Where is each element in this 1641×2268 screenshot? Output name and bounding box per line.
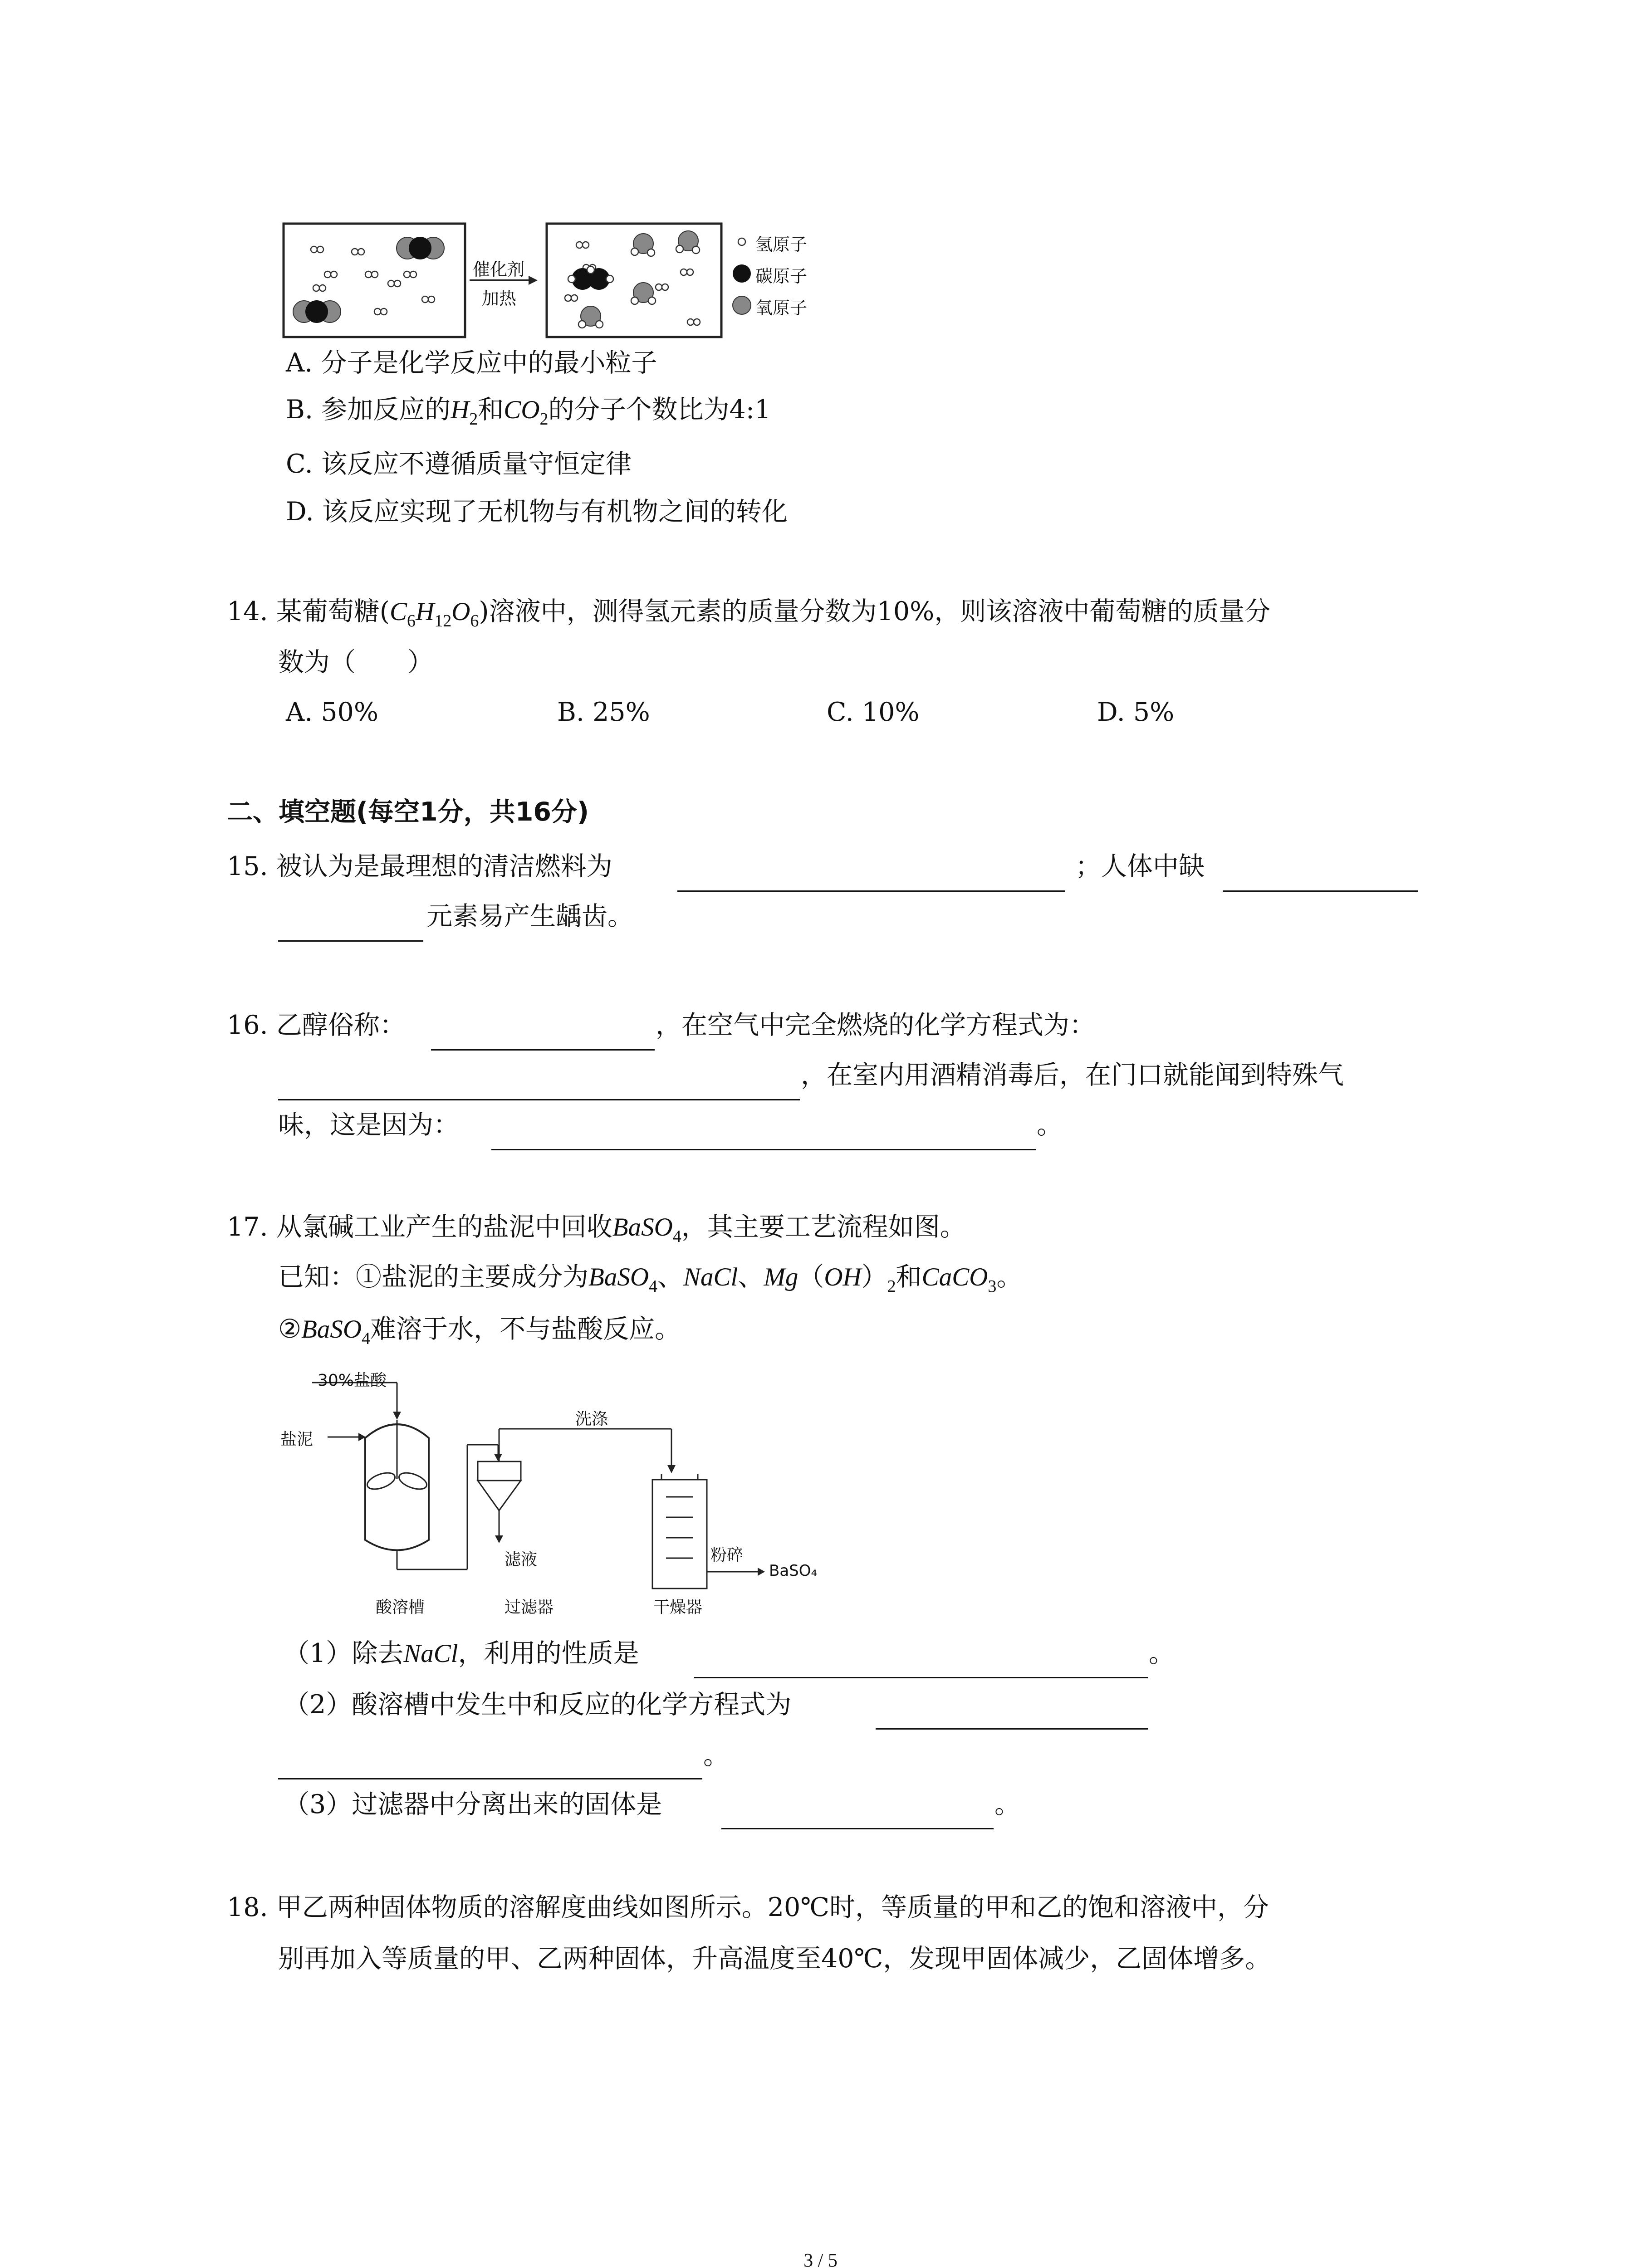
q13-option-a: A. 分子是化学反应中的最小粒子 (286, 348, 657, 378)
q17-blank-2a[interactable] (876, 1728, 1148, 1730)
q16-line2: ，在室内用酒精消毒后，在门口就能闻到特殊气 (801, 1060, 1344, 1090)
q13-option-d: D. 该反应实现了无机物与有机物之间的转化 (286, 497, 788, 527)
q18-stem-line1: 18. 甲乙两种固体物质的溶解度曲线如图所示。20℃时，等质量的甲和乙的饱和溶液中，分 (227, 1892, 1269, 1922)
legend-hydrogen: 氢原子 (755, 235, 808, 254)
q18-stem-line2: 别再加入等质量的甲、乙两种固体，升高温度至40℃，发现甲固体减少，乙固体增多。 (278, 1944, 1271, 1974)
q17-sub2: （2）酸溶槽中发生中和反应的化学方程式为 (284, 1690, 792, 1720)
q16-line1b: ，在空气中完全燃烧的化学方程式为： (656, 1010, 1095, 1040)
q16-blank-3[interactable] (491, 1149, 1036, 1150)
q16-blank-1[interactable] (431, 1049, 655, 1051)
q17-sub1: （1）除去NaCl，利用的性质是 (284, 1638, 639, 1668)
legend-oxygen: 氧原子 (755, 298, 808, 318)
process-flow-diagram (272, 1361, 862, 1642)
q16-line3a: 味，这是因为： (278, 1110, 459, 1140)
section-title: 二、填空题(每空1分，共16分) (227, 797, 589, 827)
q14-option-c: C. 10% (827, 697, 920, 727)
q15-line2: 元素易产生龋齿。 (426, 901, 633, 931)
arrow-label-heat: 加热 (482, 288, 517, 308)
q15-line1a: 15. 被认为是最理想的清洁燃料为 (227, 851, 612, 881)
flow-acid-label: 30%盐酸 (318, 1371, 387, 1390)
q17-blank-2b[interactable] (278, 1778, 702, 1779)
flow-mud-label: 盐泥 (280, 1430, 314, 1449)
q17-sub3: （3）过滤器中分离出来的固体是 (284, 1789, 662, 1819)
q17-sub2-end: 。 (703, 1740, 729, 1770)
q17-known-2: ②BaSO$_4$难溶于水，不与盐酸反应。 (278, 1314, 681, 1348)
flow-wash-label: 洗涤 (575, 1410, 608, 1428)
q17-blank-3[interactable] (721, 1828, 994, 1829)
q14-option-b: B. 25% (557, 697, 650, 727)
q14-option-d: D. 5% (1097, 697, 1175, 727)
flow-dryer-label: 干燥器 (653, 1598, 703, 1617)
flow-filter-label: 过滤器 (505, 1598, 554, 1617)
q13-option-b: B. 参加反应的$H_2$和$CO_2$的分子个数比为4:1 (286, 395, 771, 429)
q13-option-c: C. 该反应不遵循质量守恒定律 (286, 449, 632, 479)
flow-crush-label: 粉碎 (710, 1546, 744, 1564)
q17-sub1-end: 。 (1149, 1638, 1175, 1668)
legend-carbon: 碳原子 (755, 266, 808, 286)
q17-stem-line1: 17. 从氯碱工业产生的盐泥中回收BaSO$_4$，其主要工艺流程如图。 (227, 1212, 966, 1246)
q14-option-a: A. 50% (286, 697, 379, 727)
q15-line1b: ；人体中缺 (1075, 851, 1205, 881)
q17-blank-1[interactable] (694, 1677, 1148, 1678)
q17-known-1: 已知：①盐泥的主要成分为BaSO$_4$、NaCl、$Mg(OH)_2$和CaCO$_3$。 (278, 1262, 1023, 1296)
q17-sub3-end: 。 (994, 1789, 1020, 1819)
q14-stem-line2: 数为（ ） (278, 647, 433, 677)
page-number: 3 / 5 (803, 2250, 838, 2268)
q15-blank-2[interactable] (1223, 890, 1418, 892)
q15-blank-1[interactable] (677, 890, 1065, 892)
arrow-label-catalyst: 催化剂 (473, 259, 525, 279)
reaction-diagram (272, 215, 907, 347)
q16-blank-2[interactable] (278, 1099, 800, 1100)
flow-filtrate-label: 滤液 (505, 1550, 538, 1569)
flow-tank-label: 酸溶槽 (376, 1598, 425, 1617)
q16-line1a: 16. 乙醇俗称： (227, 1010, 406, 1040)
flow-product-label: BaSO₄ (769, 1562, 818, 1580)
q14-stem-line1: 14. 某葡萄糖$(C_6H_{12}O_6)$溶液中，测得氢元素的质量分数为10%，则该溶液中葡萄糖的质量分 (227, 596, 1271, 631)
q15-blank-3[interactable] (278, 940, 423, 942)
q16-line3b: 。 (1037, 1110, 1063, 1140)
